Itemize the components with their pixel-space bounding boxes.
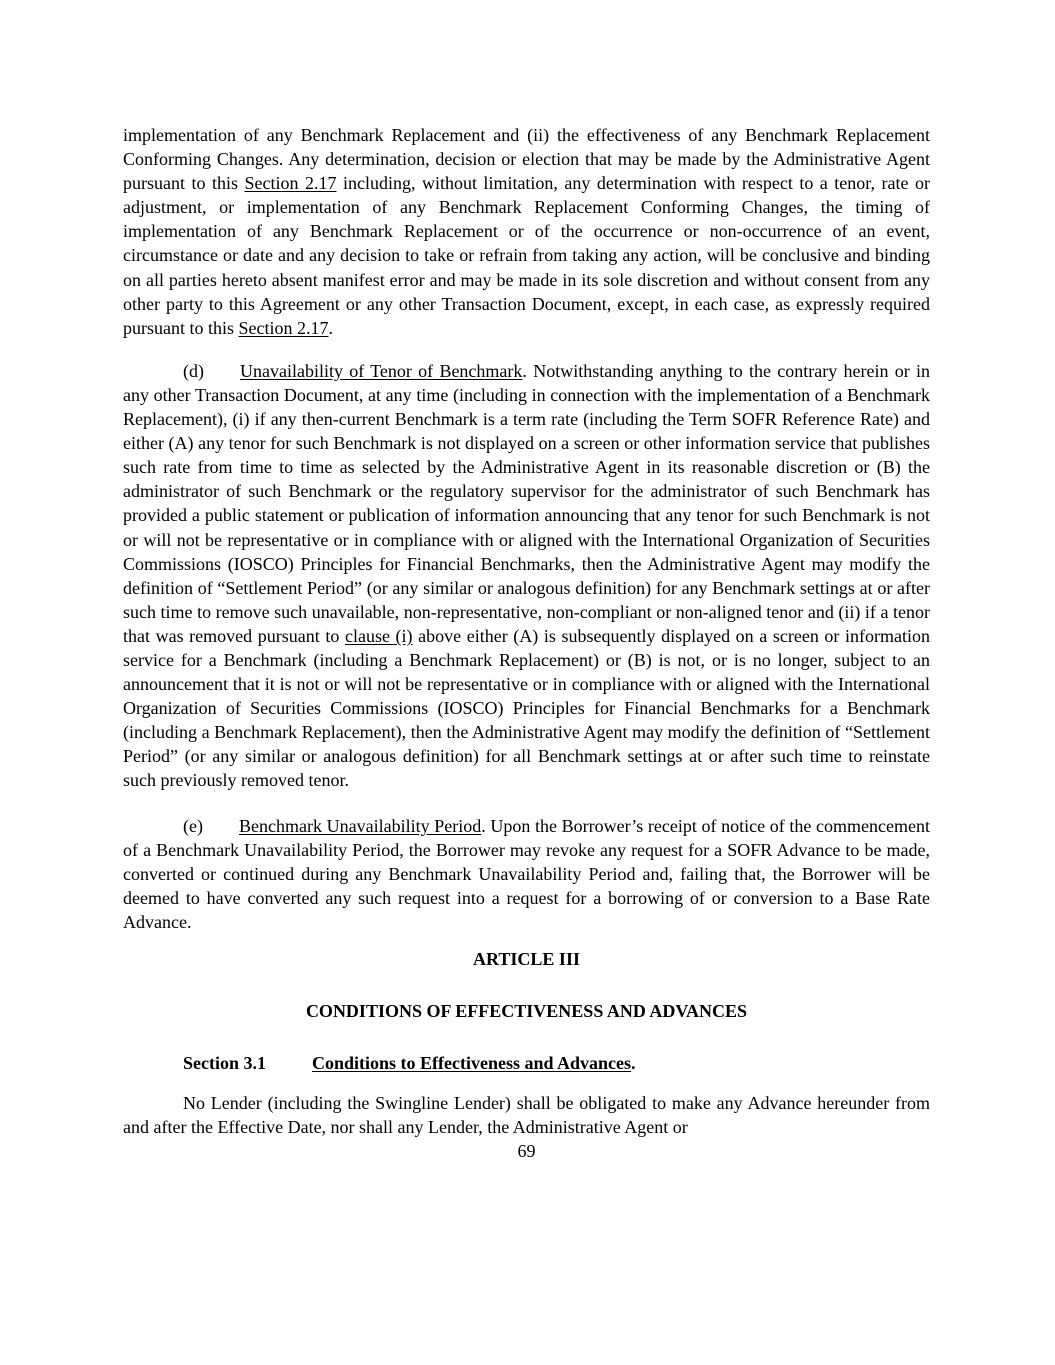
section-period: . <box>631 1053 636 1074</box>
clause-i-reference: clause (i) <box>344 625 413 646</box>
paragraph-no-lender <box>123 1091 930 1139</box>
paragraph-d <box>123 359 930 793</box>
section-3-1-heading <box>123 1051 930 1075</box>
paragraph-label: (d) <box>183 360 204 381</box>
paragraph-continuation <box>123 123 930 340</box>
paragraph-e <box>123 814 930 934</box>
body-text: including, without limitation, any determination with respect to a tenor, rate or adjustment, or implementation of any Benchmark Replacement Conforming Changes, the timing of implementation of any Benchmark Replacement or of the occurrence or non-occurrence of an event, circumstance or date and any decision to take or refrain from taking any action, will be conclusive and binding on all parties hereto absent manifest error and may be made in its sole discretion and without consent from any other party to this Agreement or any other Transaction Document, except, in each case, as expressly required pursuant to this <box>123 173 930 338</box>
section-2-17-reference: Section 2.17 <box>244 173 337 194</box>
body-text: . <box>328 317 333 338</box>
body-text: No Lender (including the Swingline Lender) shall be obligated to make any Advance hereunder from and after the Effective Date, nor shall any Lender, the Administrative Agent or <box>123 1093 930 1138</box>
article-title: CONDITIONS OF EFFECTIVENESS AND ADVANCES <box>305 1001 748 1022</box>
section-number: Section 3.1 <box>183 1053 266 1074</box>
section-title: Conditions to Effectiveness and Advances <box>312 1053 632 1074</box>
article-heading: ARTICLE III <box>473 949 580 969</box>
paragraph-e-heading: Benchmark Unavailability Period <box>238 815 482 836</box>
body-text: above either (A) is subsequently displayed on a screen or information service for a Benchmark (including a Benchmark Replacement) or (B) is not, or is no longer, subject to an announcement that it is not or will not be representative or in compliance with or aligned with the International Organization of Securities Commissions (IOSCO) Principles for Financial Benchmarks for a Benchmark (including a Benchmark Replacement), then the Administrative Agent may modify the definition of “Settlement Period” (or any similar or analogous definition) for all Benchmark settings at or after such time to reinstate such previously removed tenor. <box>123 625 931 791</box>
body-text: . Notwithstanding anything to the contrary herein or in any other Transaction Document, at any time (including in connection with the implementation of a Benchmark Replacement), (i) if any then-current Benchmark is a term rate (including the Term SOFR Reference Rate) and either (A) any tenor for such Benchmark is not displayed on a screen or other information service that publishes such rate from time to time as selected by the Administrative Agent in its reasonable discretion or (B) the administrator of such Benchmark or the regulatory supervisor for the administrator of such Benchmark has provided a public statement or publication of information announcing that any tenor for such Benchmark is not or will not be representative or in compliance with or aligned with the International Organization of Securities Commissions (IOSCO) Principles for Financial Benchmarks, then the Administrative Agent may modify the definition of “Settlement Period” (or any similar or analogous definition) for any Benchmark settings at or after such time to remove such unavailable, non-representative, non-compliant or non-aligned tenor and (ii) if a tenor that was removed pursuant to <box>123 360 931 646</box>
page-number: 69 <box>517 1141 536 1162</box>
paragraph-d-heading: Unavailability of Tenor of Benchmark <box>240 360 523 381</box>
section-2-17-reference: Section 2.17 <box>238 317 329 338</box>
paragraph-label: (e) <box>183 815 203 836</box>
body-text: implementation of any Benchmark Replacement and (ii) the effectiveness of any Benchmark Replacement Conforming Changes. Any determination, decision or election that may be made by the Administrative Agent pursuant to this <box>123 125 930 194</box>
body-text: . Upon the Borrower’s receipt of notice of the commencement of a Benchmark Unavailability Period, the Borrower may revoke any request for a SOFR Advance to be made, converted or continued during any Benchmark Unavailability Period and, failing that, the Borrower will be deemed to have converted any such request into a request for a borrowing of or conversion to a Base Rate Advance. <box>123 815 931 932</box>
